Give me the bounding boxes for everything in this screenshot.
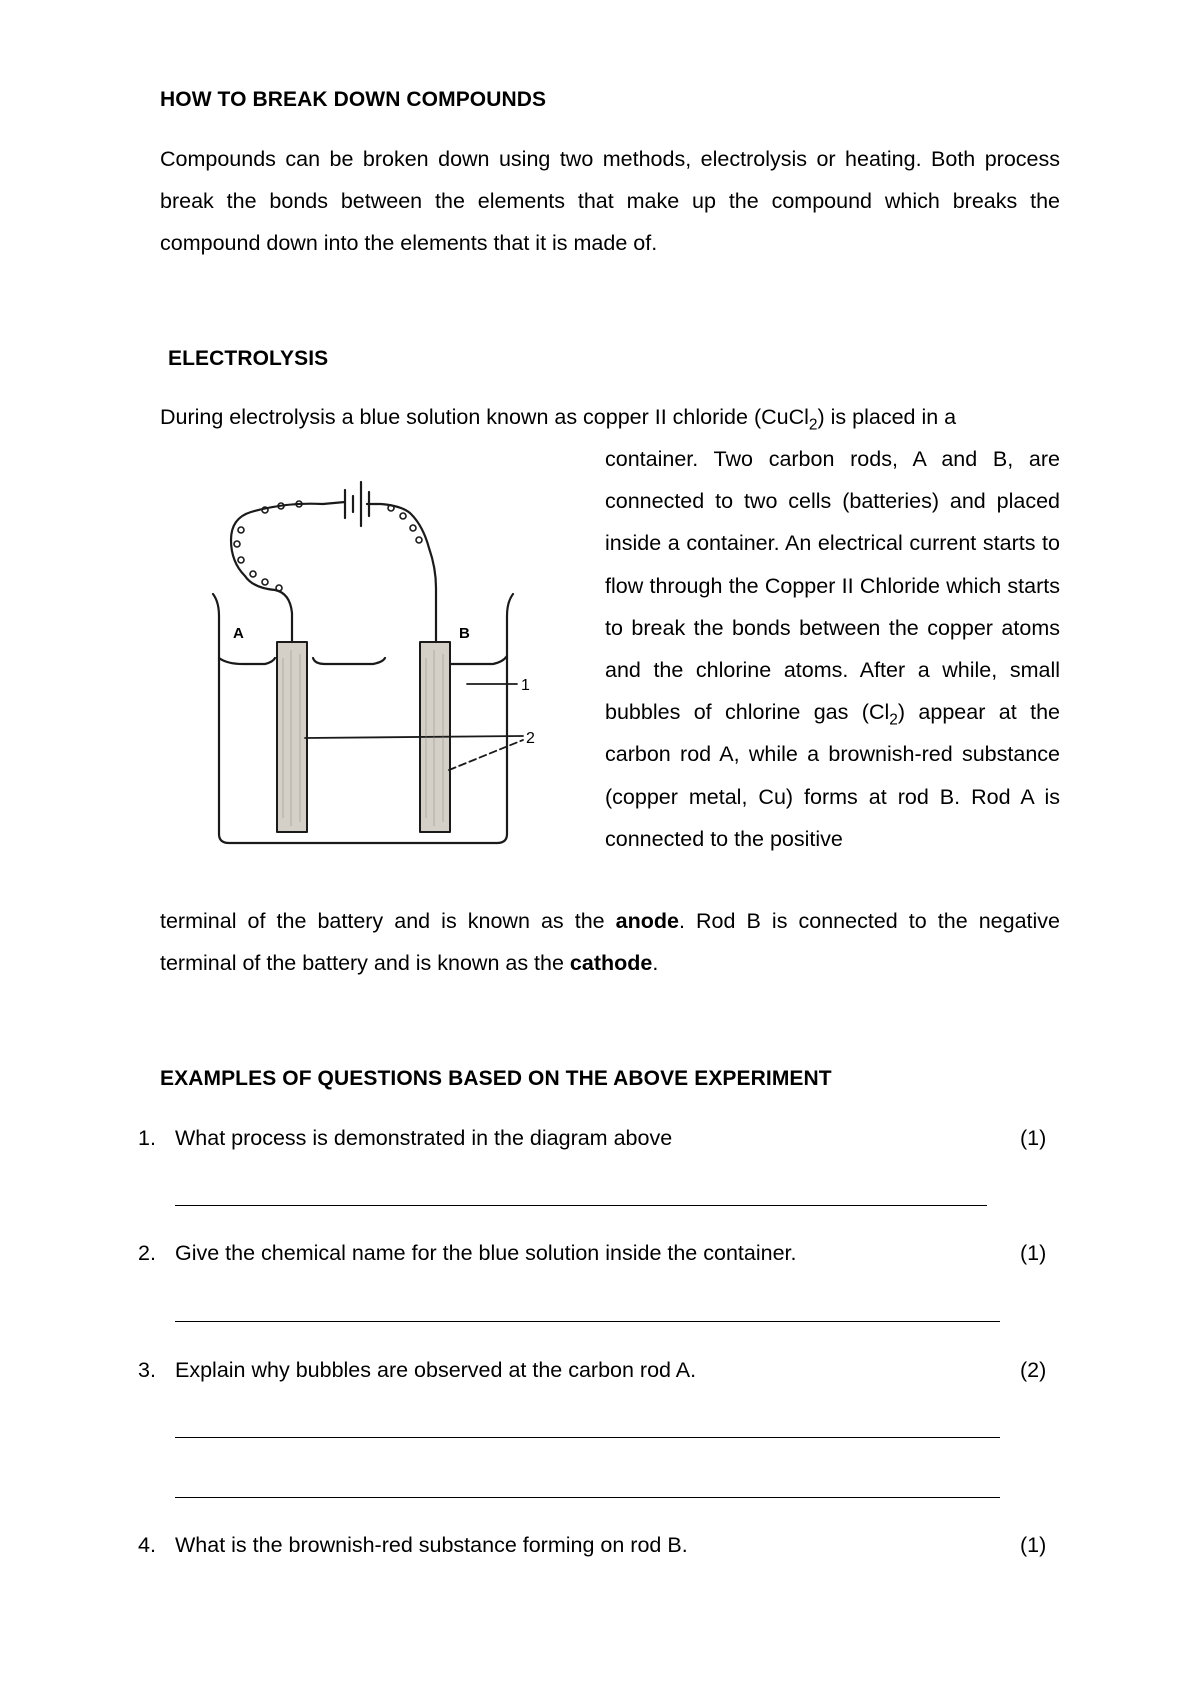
pointer-2b <box>449 740 523 770</box>
question-text: What is the brownish-red substance forming on rod B. <box>175 1533 688 1557</box>
question-2 <box>0 1241 1200 1271</box>
carbon-rod-a <box>277 642 307 832</box>
label-2: 2 <box>526 730 535 747</box>
question-3 <box>0 1358 1200 1388</box>
label-a: A <box>233 625 244 642</box>
electrolysis-side-paragraph: container. Two carbon rods, A and B, are connected to two cells (batteries) and placed inside a container. An electrical current starts to flow through the Copper II Chloride which starts to break the bonds between the copper atoms and the chlorine atoms. After a while, small bubbles of chlorine gas $(Cl_2)$ appear at the carbon rod A, while a brownish-red substance (copper metal, Cu) forms at rod B. Rod A is connected to the positive <box>605 447 1060 851</box>
section-heading-break-down: HOW TO BREAK DOWN COMPOUNDS <box>160 88 547 111</box>
wire-b <box>367 504 436 642</box>
question-text: Give the chemical name for the blue solution inside the container. <box>175 1241 797 1265</box>
question-text: Explain why bubbles are observed at the carbon rod A. <box>175 1358 697 1382</box>
electrolysis-anode-cathode-paragraph: terminal of the battery and is known as the anode. Rod B is connected to the negative terminal of the battery and is known as the cathode. <box>160 909 1060 976</box>
intro-paragraph: Compounds can be broken down using two methods, electrolysis or heating. Both process break the bonds between the elements that make up the compound which breaks the compound down into the elements that it is made of. <box>160 147 1060 256</box>
question-number: 4. <box>138 1533 156 1557</box>
wire-a <box>231 502 345 642</box>
question-number: 1. <box>138 1126 156 1150</box>
question-4 <box>0 1533 1200 1563</box>
question-number: 3. <box>138 1358 156 1382</box>
label-b: B <box>459 625 470 642</box>
question-marks: (1) <box>1020 1533 1047 1557</box>
question-marks: (1) <box>1020 1126 1047 1150</box>
section-heading-questions: EXAMPLES OF QUESTIONS BASED ON THE ABOVE EXPERIMENT <box>160 1067 832 1090</box>
label-1: 1 <box>521 677 530 694</box>
battery <box>345 482 369 526</box>
pointer-2a <box>305 736 523 738</box>
question-marks: (2) <box>1020 1358 1047 1382</box>
question-marks: (1) <box>1020 1241 1047 1265</box>
solution-surface <box>219 658 275 664</box>
electrolysis-intro-line: During electrolysis a blue solution known as copper II chloride (CuCl$_2$) is placed in a <box>160 405 957 434</box>
section-heading-electrolysis: ELECTROLYSIS <box>168 347 329 370</box>
answer-line-2[interactable] <box>175 1321 1000 1322</box>
question-1 <box>0 1126 1200 1156</box>
answer-line-3b[interactable] <box>175 1497 1000 1498</box>
answer-line-3a[interactable] <box>175 1437 1000 1438</box>
electrolysis-diagram <box>205 478 550 863</box>
question-text: What process is demonstrated in the diagram above <box>175 1126 673 1150</box>
answer-line-1[interactable] <box>175 1205 987 1206</box>
question-number: 2. <box>138 1241 156 1265</box>
